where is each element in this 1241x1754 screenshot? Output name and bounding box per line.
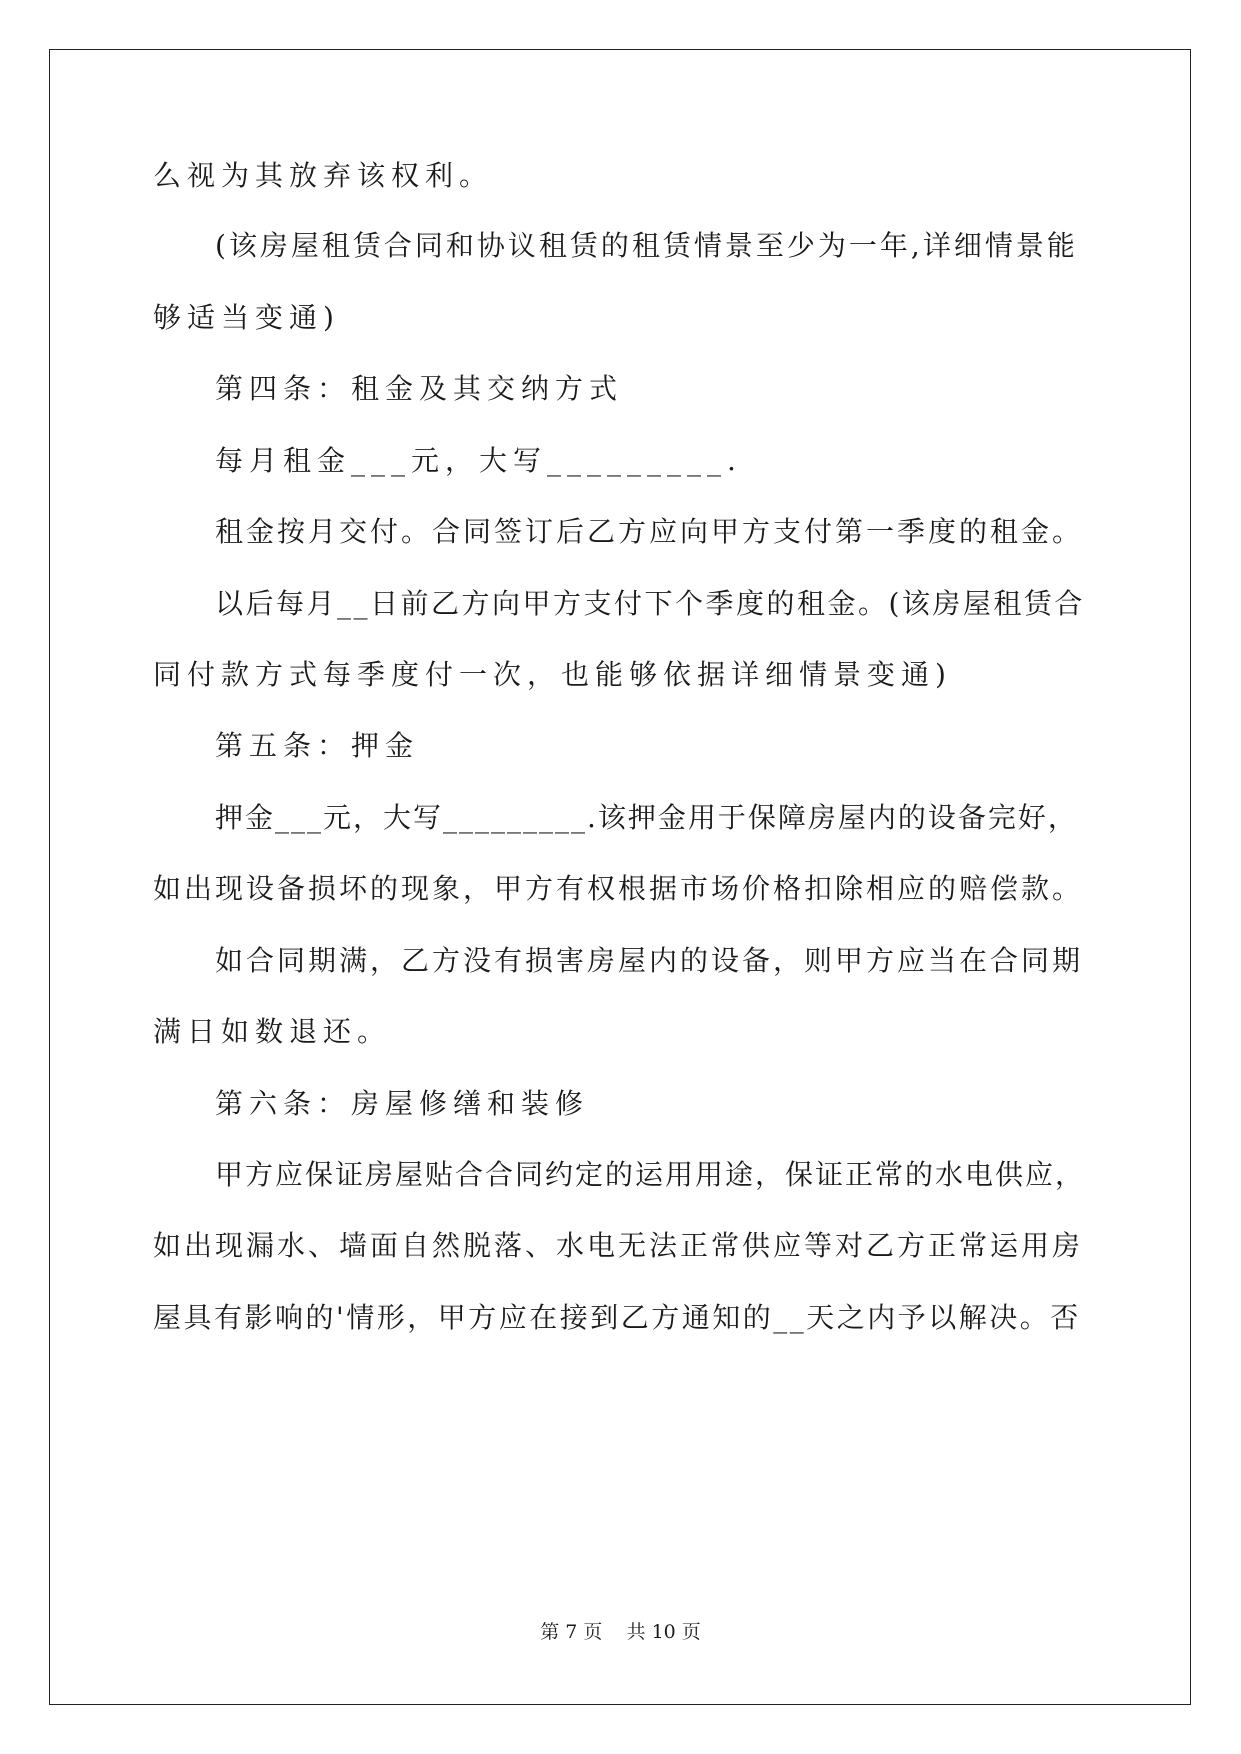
text-line: 如出现设备损坏的现象，甲方有权根据市场价格扣除相应的赔偿款。 [153,872,1084,905]
text-line: 么视为其放弃该权利。 [153,159,494,192]
text-line: 租金按月交付。合同签订后乙方应向甲方支付第一季度的租金。 [215,515,1084,548]
page-number: 第 7 页 共 10 页 [540,1621,701,1643]
text-line: 如出现漏水、墙面自然脱落、水电无法正常供应等对乙方正常运用房 [153,1229,1084,1262]
text-line: 如合同期满，乙方没有损害房屋内的设备，则甲方应当在合同期 [215,944,1084,977]
text-line: 满日如数退还。 [153,1015,392,1048]
section-heading: 第四条：租金及其交纳方式 [215,372,624,405]
section-heading: 第六条：房屋修缮和装修 [215,1087,590,1120]
text-line: 屋具有影响的'情形，甲方应在接到乙方通知的__天之内予以解决。否 [153,1301,1081,1334]
text-line: (该房屋租赁合同和协议租赁的租赁情景至少为一年,详细情景能 [215,229,1078,262]
section-heading: 第五条：押金 [215,729,420,762]
text-line: 够适当变通) [153,301,340,334]
text-line: 同付款方式每季度付一次，也能够依据详细情景变通) [153,658,952,691]
text-line: 每月租金___元，大写_________. [215,444,742,477]
text-line: 甲方应保证房屋贴合合同约定的运用用途，保证正常的水电供应， [215,1158,1086,1191]
text-line: 押金___元，大写_________.该押金用于保障房屋内的设备完好， [215,801,1078,834]
text-line: 以后每月__日前乙方向甲方支付下个季度的租金。(该房屋租赁合 [215,587,1085,620]
